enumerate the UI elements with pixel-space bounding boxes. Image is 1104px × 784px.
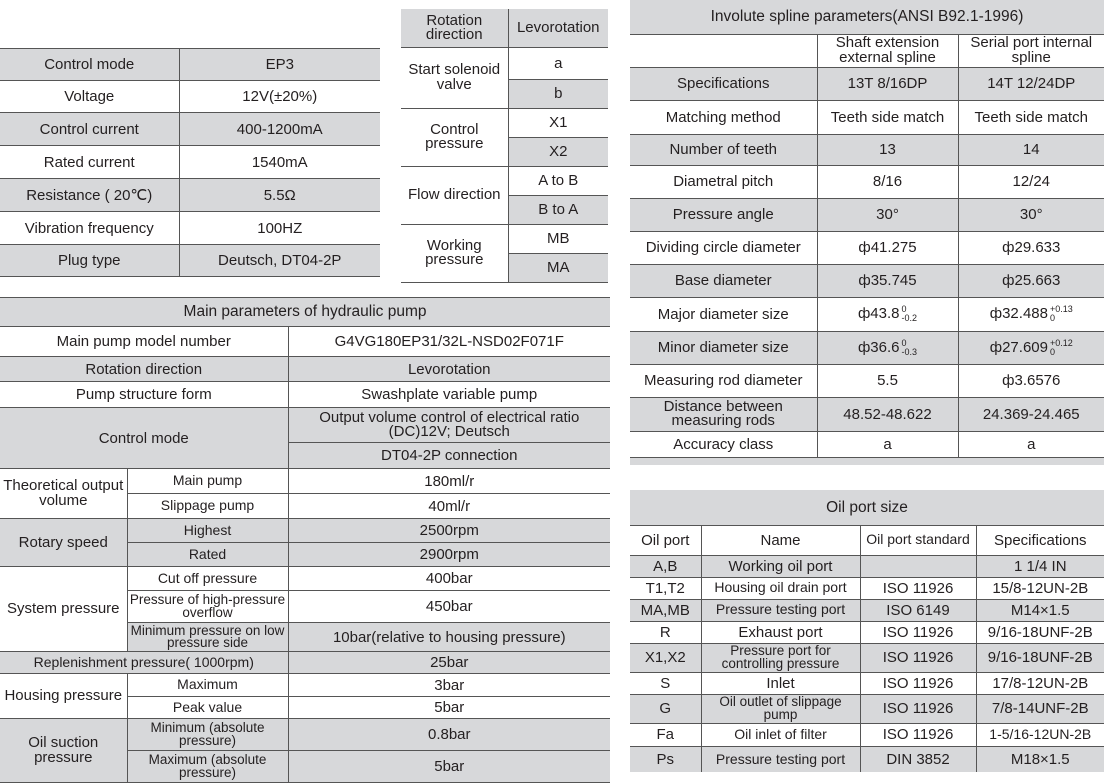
spline-label: Matching method: [630, 100, 817, 134]
port-cell: 17/8-12UN-2B: [976, 672, 1104, 694]
port-cell: Inlet: [701, 672, 860, 694]
pump-value: 5bar: [288, 697, 610, 719]
pump-table: [0, 297, 610, 783]
port-cell: DIN 3852: [860, 746, 976, 772]
pump-sub-label: Peak value: [127, 697, 288, 719]
port-cell: 7/8-14UNF-2B: [976, 694, 1104, 723]
port-cell: Pressure testing port: [701, 746, 860, 772]
port-cell: 1 1/4 IN: [976, 555, 1104, 577]
pump-group-label: Theoretical output volume: [0, 469, 127, 519]
elec-label: Vibration frequency: [0, 212, 179, 245]
pump-sub-label: Cut off pressure: [127, 567, 288, 591]
elec-value: 12V(±20%): [179, 81, 380, 113]
rotation-group-value: MB: [508, 224, 608, 253]
rotation-group-value: MA: [508, 253, 608, 282]
spline-label: Minor diameter size: [630, 331, 817, 364]
rotation-group-value: B to A: [508, 195, 608, 224]
pump-sub-label: Rated: [127, 543, 288, 567]
pump-group-label: Rotary speed: [0, 519, 127, 567]
spline-corner: [630, 34, 817, 67]
spline-value: [958, 331, 1104, 364]
minor-v1-base: ф36.6: [857, 338, 900, 356]
elec-value: 5.5Ω: [179, 179, 380, 212]
elec-label: Plug type: [0, 245, 179, 277]
pump-value: 3bar: [288, 674, 610, 697]
port-cell: Oil inlet of filter: [701, 723, 860, 746]
pump-value: G4VG180EP31/32L-NSD02F071F: [288, 327, 610, 357]
spline-value: 14T 12/24DP: [958, 67, 1104, 100]
spline-label: Pressure angle: [630, 198, 817, 231]
spline-value: 12/24: [958, 165, 1104, 198]
elec-label: Control mode: [0, 49, 179, 81]
elec-value: 1540mA: [179, 146, 380, 179]
electrical-table: [0, 48, 380, 277]
spline-value: a: [958, 431, 1104, 457]
port-cell: [860, 555, 976, 577]
port-cell: A,B: [630, 555, 701, 577]
rotation-header-label: Rotation direction: [401, 9, 508, 47]
spline-value: 24.369-24.465: [958, 397, 1104, 431]
spline-value: 48.52-48.622: [817, 397, 958, 431]
elec-label: Voltage: [0, 81, 179, 113]
minor-v2-base: ф27.609: [989, 338, 1048, 356]
pump-value: 2500rpm: [288, 519, 610, 543]
rotation-group-value: X1: [508, 108, 608, 137]
spline-value: [817, 297, 958, 331]
tol-upper: +0.13: [1049, 304, 1073, 314]
spline-value: ф35.745: [817, 264, 958, 297]
port-col-header: Oil port standard: [860, 525, 976, 555]
spline-label: Specifications: [630, 67, 817, 100]
pump-sub-label: Maximum: [127, 674, 288, 697]
major-v1-tolerance: [902, 305, 918, 323]
pump-value: 450bar: [288, 591, 610, 623]
tol-lower: 0: [1049, 346, 1055, 357]
pump-value: Swashplate variable pump: [288, 382, 610, 408]
rotation-header-value: Levorotation: [508, 9, 608, 47]
spline-value: 8/16: [817, 165, 958, 198]
elec-value: 400-1200mA: [179, 113, 380, 146]
spline-col-header: Shaft extension external spline: [817, 34, 958, 67]
major-v2-tolerance: [1050, 305, 1073, 323]
spline-col-header: Serial port internal spline: [958, 34, 1104, 67]
spline-value: ф29.633: [958, 231, 1104, 264]
spline-value: Teeth side match: [958, 100, 1104, 134]
spline-table: [630, 0, 1104, 465]
tol-lower: -0.3: [901, 346, 918, 357]
port-cell: Fa: [630, 723, 701, 746]
spline-label: Measuring rod diameter: [630, 364, 817, 397]
port-cell: 9/16-18UNF-2B: [976, 621, 1104, 643]
rotation-table: [401, 9, 608, 283]
pump-value: 400bar: [288, 567, 610, 591]
port-cell: M18×1.5: [976, 746, 1104, 772]
port-cell: Ps: [656, 750, 674, 768]
rotation-group-value: X2: [508, 137, 608, 166]
spline-value: 13: [817, 134, 958, 165]
pump-value: 2900rpm: [288, 543, 610, 567]
port-cell: Oil outlet of slippage pump: [701, 694, 860, 723]
spline-value: 30°: [958, 198, 1104, 231]
pump-value: DT04-2P connection: [288, 443, 610, 469]
pump-label: Rotation direction: [0, 357, 288, 382]
port-cell: R: [630, 621, 701, 643]
port-cell: ISO 11926: [860, 694, 976, 723]
pump-value: 40ml/r: [288, 494, 610, 519]
rotation-group-value: a: [508, 47, 608, 79]
spline-value: ф3.6576: [958, 364, 1104, 397]
pump-label: Control mode: [0, 408, 288, 469]
port-cell: ISO 11926: [860, 577, 976, 599]
rotation-group-label: Working pressure: [401, 224, 508, 282]
port-cell: G: [630, 694, 701, 723]
rotation-group-value: b: [508, 79, 608, 108]
pump-sub-label: Slippage pump: [127, 494, 288, 519]
pump-group-label: Oil suction pressure: [0, 719, 127, 783]
port-cell: Exhaust port: [701, 621, 860, 643]
port-col-header: Oil port: [630, 525, 701, 555]
rotation-group-value: A to B: [508, 166, 608, 195]
rotation-group-label: Flow direction: [401, 166, 508, 224]
spline-value: [817, 331, 958, 364]
pump-value: 180ml/r: [288, 469, 610, 494]
pump-sub-label: Pressure of high-pressure overflow: [127, 591, 288, 623]
spline-label: Distance between measuring rods: [630, 397, 817, 431]
major-v2-base: ф32.488: [989, 304, 1048, 322]
elec-value: 100HZ: [179, 212, 380, 245]
pump-label: Pump structure form: [0, 382, 288, 408]
pump-value: 5bar: [288, 751, 610, 783]
pump-value: 0.8bar: [288, 719, 610, 751]
port-cell: M14×1.5: [976, 599, 1104, 621]
port-cell: X1,X2: [630, 643, 701, 672]
spline-label: Dividing circle diameter: [630, 231, 817, 264]
rotation-group-label: Control pressure: [401, 108, 508, 166]
spline-value: 5.5: [817, 364, 958, 397]
port-col-header: Name: [701, 525, 860, 555]
pump-sub-label: Main pump: [127, 469, 288, 494]
pump-title: Main parameters of hydraulic pump: [0, 298, 610, 327]
tol-upper: 0: [901, 337, 907, 348]
pump-value: Levorotation: [288, 357, 610, 382]
major-v1-base: ф43.8: [857, 304, 900, 322]
spline-label: Number of teeth: [630, 134, 817, 165]
spline-value: ф41.275: [817, 231, 958, 264]
port-cell: 9/16-18UNF-2B: [976, 643, 1104, 672]
pump-label: Replenishment pressure( 1000rpm): [0, 652, 288, 674]
tol-lower: -0.2: [901, 313, 918, 323]
tol-upper: 0: [901, 304, 907, 314]
pump-value: 10bar(relative to housing pressure): [288, 623, 610, 652]
port-cell: 15/8-12UN-2B: [976, 577, 1104, 599]
spline-footer-band: [630, 457, 1104, 465]
pump-group-label: Housing pressure: [0, 674, 127, 719]
port-col-header: Specifications: [976, 525, 1104, 555]
port-cell: MA,MB: [630, 599, 701, 621]
spline-value: a: [817, 431, 958, 457]
elec-label: Rated current: [0, 146, 179, 179]
spline-label: Diametral pitch: [630, 165, 817, 198]
spline-value: ф25.663: [958, 264, 1104, 297]
pump-sub-label: Highest: [127, 519, 288, 543]
pump-sub-label: Minimum (absolute pressure): [127, 719, 288, 751]
port-cell: ISO 11926: [860, 643, 976, 672]
elec-value: Deutsch, DT04-2P: [179, 245, 380, 277]
port-cell: Housing oil drain port: [701, 577, 860, 599]
spline-label: Major diameter size: [630, 297, 817, 331]
minor-v2-tolerance: [1050, 339, 1073, 357]
port-cell: Working oil port: [701, 555, 860, 577]
pump-value: 25bar: [288, 652, 610, 674]
port-cell: ISO 11926: [860, 621, 976, 643]
port-cell: T1,T2: [630, 577, 701, 599]
spline-title: Involute spline parameters(ANSI B92.1-1996): [630, 0, 1104, 34]
pump-value: Output volume control of electrical ratio (DC)12V; Deutsch: [288, 408, 610, 443]
port-cell: S: [630, 672, 701, 694]
tol-lower: 0: [1049, 313, 1055, 323]
spline-value: [958, 297, 1104, 331]
tol-upper: +0.12: [1049, 337, 1073, 348]
rotation-group-label: Start solenoid valve: [401, 47, 508, 108]
elec-value: EP3: [179, 49, 380, 81]
spline-label: Accuracy class: [630, 431, 817, 457]
spline-label: Base diameter: [630, 264, 817, 297]
port-title: Oil port size: [630, 490, 1104, 525]
spline-value: 13T 8/16DP: [817, 67, 958, 100]
port-cell: ISO 11926: [860, 723, 976, 746]
elec-label: Control current: [0, 113, 179, 146]
spline-value: Teeth side match: [817, 100, 958, 134]
port-table: [630, 490, 1104, 772]
pump-group-label: System pressure: [0, 567, 127, 652]
pump-sub-label: Maximum (absolute pressure): [127, 751, 288, 783]
port-cell: 1-5/16-12UN-2B: [976, 723, 1104, 746]
pump-sub-label: Minimum pressure on low pressure side: [127, 623, 288, 652]
minor-v1-tolerance: [902, 339, 918, 357]
port-cell: ISO 6149: [860, 599, 976, 621]
port-cell: ISO 11926: [860, 672, 976, 694]
elec-label: Resistance ( 20℃): [0, 179, 179, 212]
spline-value: 30°: [817, 198, 958, 231]
spline-value: 14: [958, 134, 1104, 165]
port-cell: Pressure testing port: [701, 599, 860, 621]
port-cell: Pressure port for controlling pressure: [701, 643, 860, 672]
pump-label: Main pump model number: [0, 327, 288, 357]
